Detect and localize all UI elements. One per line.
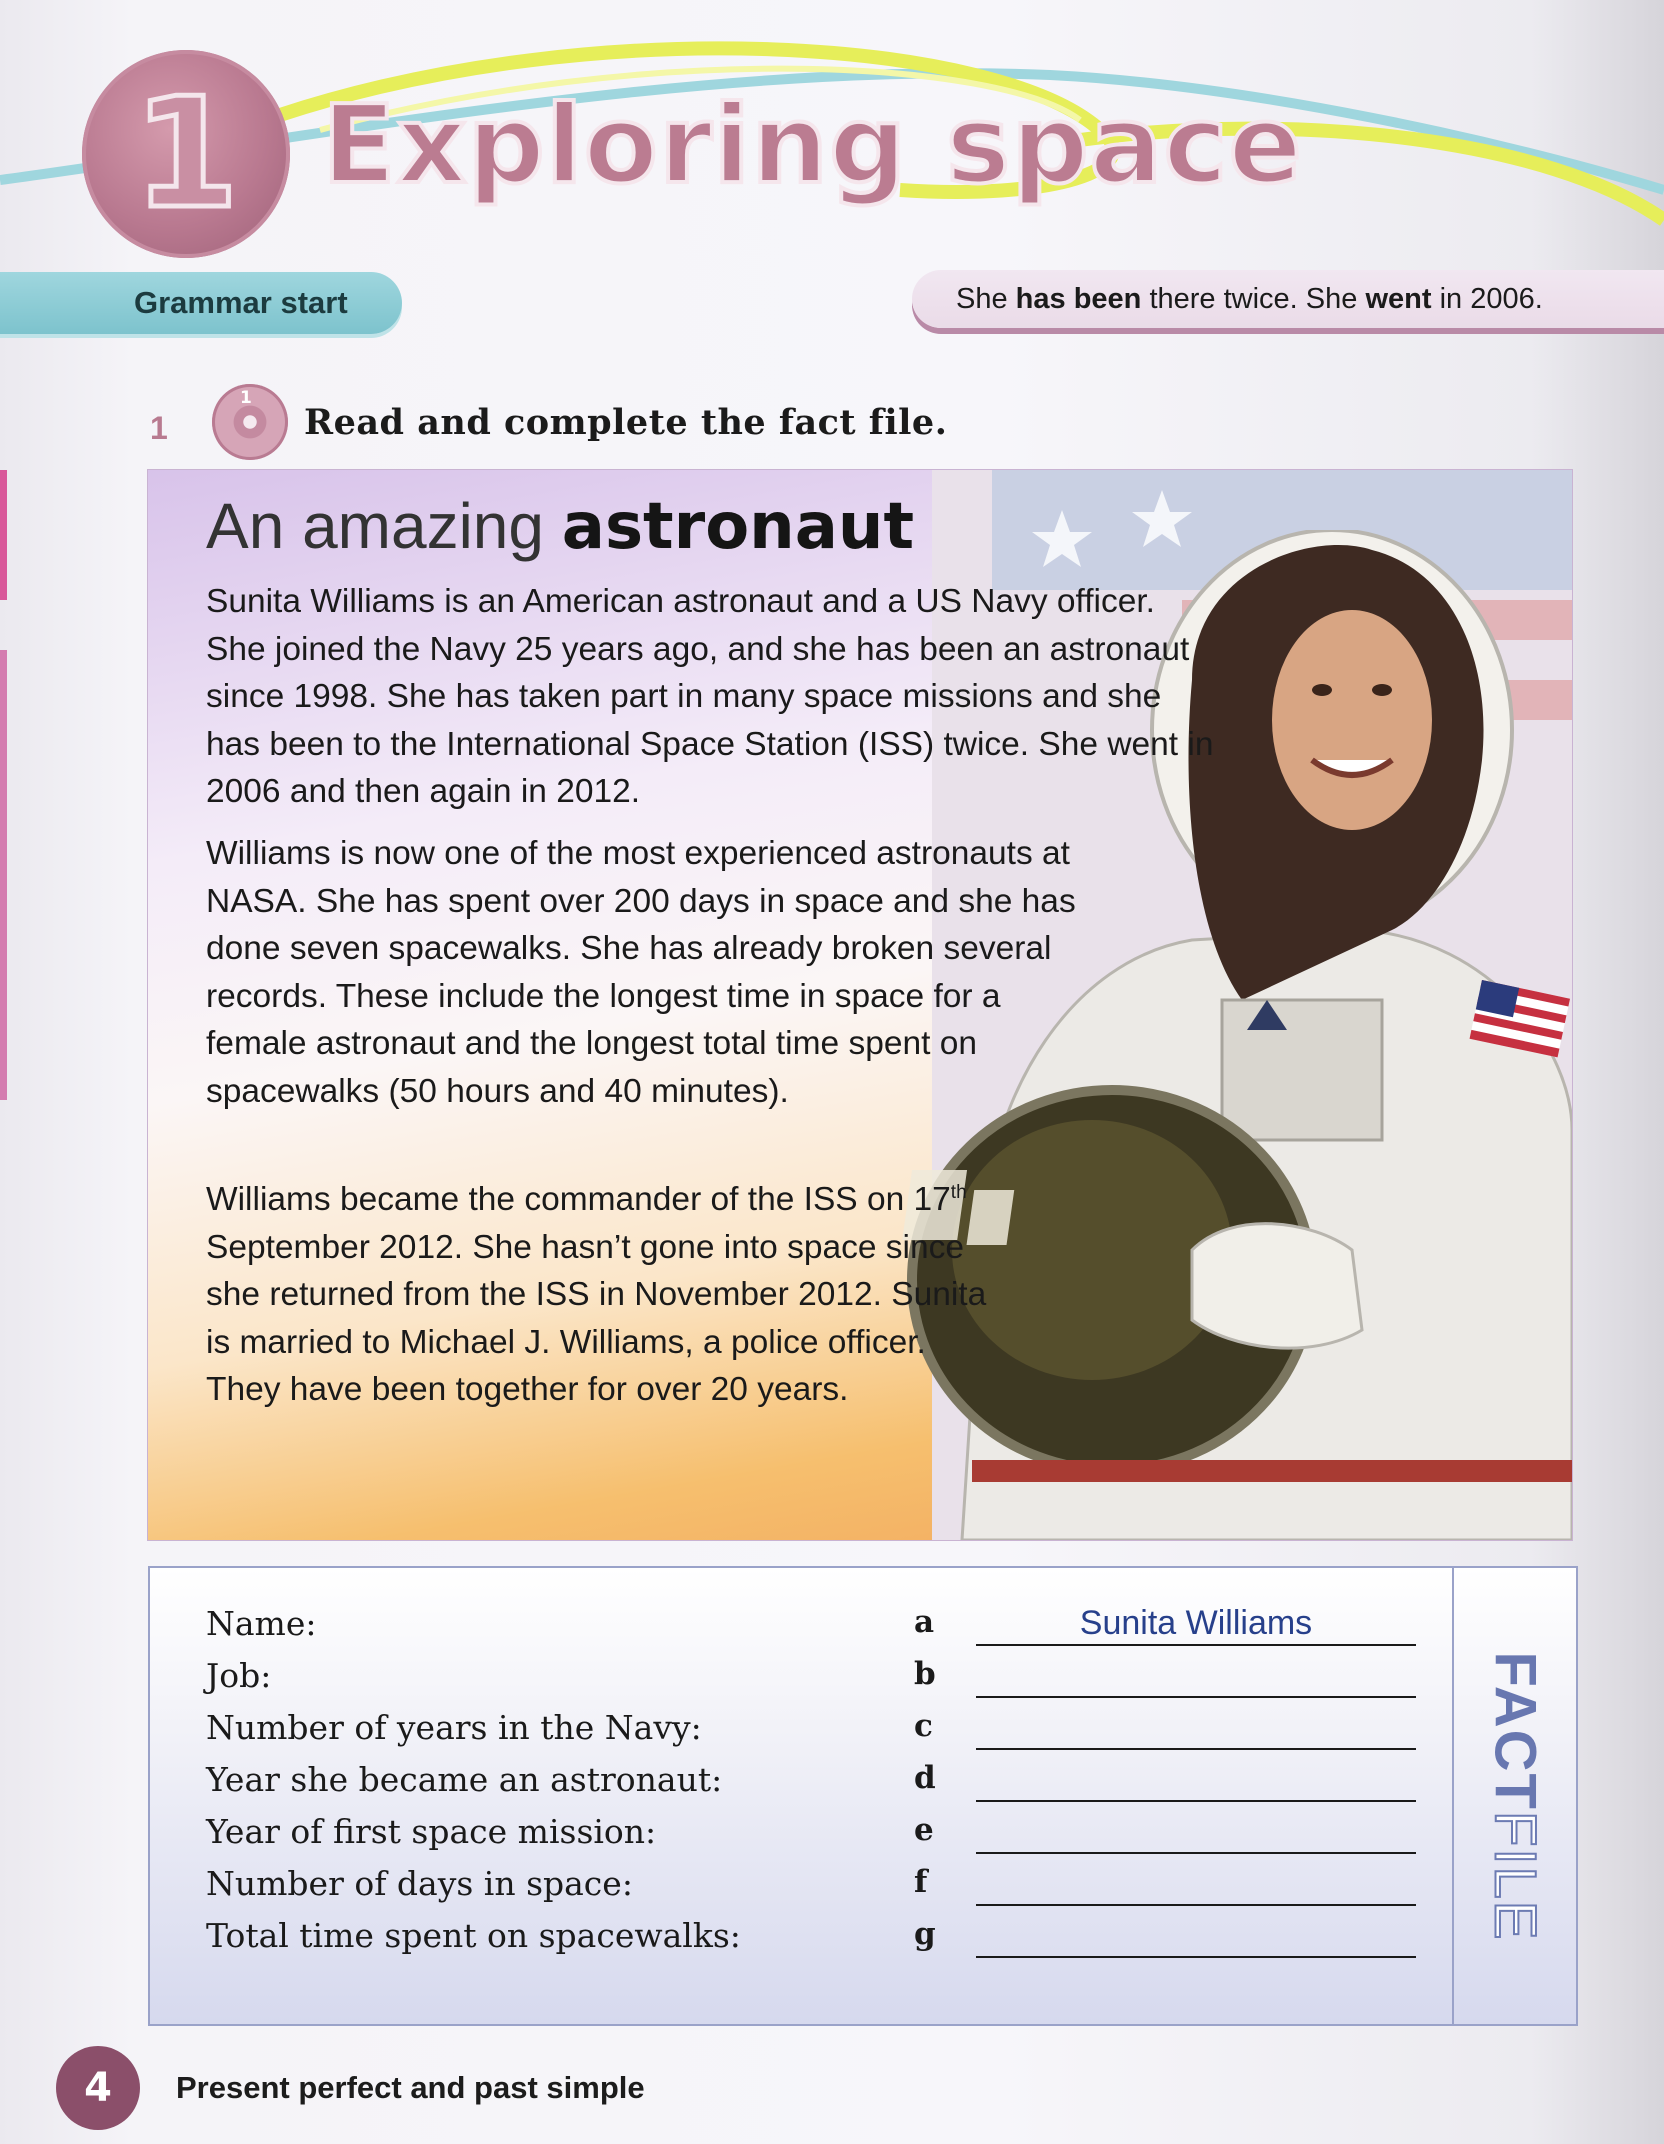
fact-item-letter: g: [914, 1916, 936, 1952]
article-panel: [148, 470, 1572, 1540]
answer-blank-line[interactable]: [976, 1656, 1416, 1698]
footer-topic: Present perfect and past simple: [176, 2070, 645, 2105]
grammar-start-banner: [0, 272, 402, 334]
answer-blank-line[interactable]: [976, 1760, 1416, 1802]
answer-blank-line[interactable]: [976, 1864, 1416, 1906]
article-paragraph-3: [206, 1176, 1006, 1414]
fact-label: Year she became an astronaut:: [206, 1760, 723, 1799]
fact-file-side-label: [1452, 1568, 1576, 2024]
paragraph-text: Williams became the commander of the ISS on 17: [206, 1181, 951, 1218]
fact-file: [148, 1566, 1578, 2026]
article-title-light: An amazing: [206, 490, 562, 562]
fact-item-letter: c: [914, 1708, 933, 1744]
fact-item-letter: a: [914, 1604, 935, 1640]
answer-blank-line[interactable]: [976, 1916, 1416, 1958]
unit-number: 1: [133, 65, 239, 242]
example-highlight: went: [1365, 282, 1432, 315]
audio-track-number: 1: [240, 388, 252, 408]
example-part: She: [956, 282, 1016, 315]
fact-label: Name:: [206, 1604, 317, 1643]
article-paragraph-2: Williams is now one of the most experienced astronauts at NASA. She has spent over 200 days in space and she has done seven spacewalks. She has already broken several records. These include the longest time in space for a female astronaut and the longest total time spent on spacewalks (50 hours and 40 minutes).: [206, 835, 1076, 1110]
fact-answer: Sunita Williams: [1079, 1604, 1313, 1642]
exercise-instruction: Read and complete the fact file.: [304, 402, 948, 443]
fact-label: Job:: [206, 1656, 272, 1695]
grammar-start-label: Grammar start: [134, 285, 348, 320]
unit-badge: [82, 50, 290, 258]
fact-heading-bold: FACT: [1482, 1651, 1548, 1811]
answer-blank-line[interactable]: [976, 1708, 1416, 1750]
unit-title: Exploring space: [322, 83, 1303, 208]
exercise-number: 1: [150, 410, 168, 446]
article-title: [206, 488, 914, 566]
page-edge-tab: [0, 650, 7, 1100]
page-number: 4: [84, 2065, 112, 2111]
fact-item-letter: f: [914, 1864, 928, 1900]
example-part: there twice. She: [1141, 282, 1366, 315]
page-edge-tab: [0, 470, 7, 600]
fact-item-letter: d: [914, 1760, 936, 1796]
article-paragraph-1: Sunita Williams is an American astronaut and a US Navy officer. She joined the Navy 25 years ago, and she has been an astronaut since 1998. She has taken part in many space missions and she has been to the International Space Station (ISS) twice. She went in 2006 and then again in 2012.: [206, 583, 1214, 810]
fact-file-heading: [1482, 1651, 1549, 1941]
fact-label: Year of first space mission:: [206, 1812, 657, 1851]
grammar-example-sentence: [956, 283, 1543, 316]
fact-label: Number of years in the Navy:: [206, 1708, 702, 1747]
grammar-example-banner: [912, 270, 1664, 328]
paragraph-text: September 2012. She hasn’t gone into space since she returned from the ISS in November 2012. Sunita is married to Michael J. Williams, a police officer. They have been together for over 20 years.: [206, 1228, 987, 1408]
fact-item-letter: e: [914, 1812, 934, 1848]
answer-blank-line[interactable]: [976, 1812, 1416, 1854]
example-part: in 2006.: [1431, 282, 1543, 315]
fact-item-letter: b: [914, 1656, 936, 1692]
fact-label: Total time spent on spacewalks:: [206, 1916, 741, 1955]
example-highlight: has been: [1015, 282, 1142, 315]
fact-heading-outline: FILE: [1482, 1810, 1548, 1941]
fact-label: Number of days in space:: [206, 1864, 633, 1903]
ordinal-suffix: th: [950, 1181, 967, 1203]
article-title-bold: astronaut: [561, 490, 915, 564]
page-number-badge: [56, 2046, 140, 2130]
